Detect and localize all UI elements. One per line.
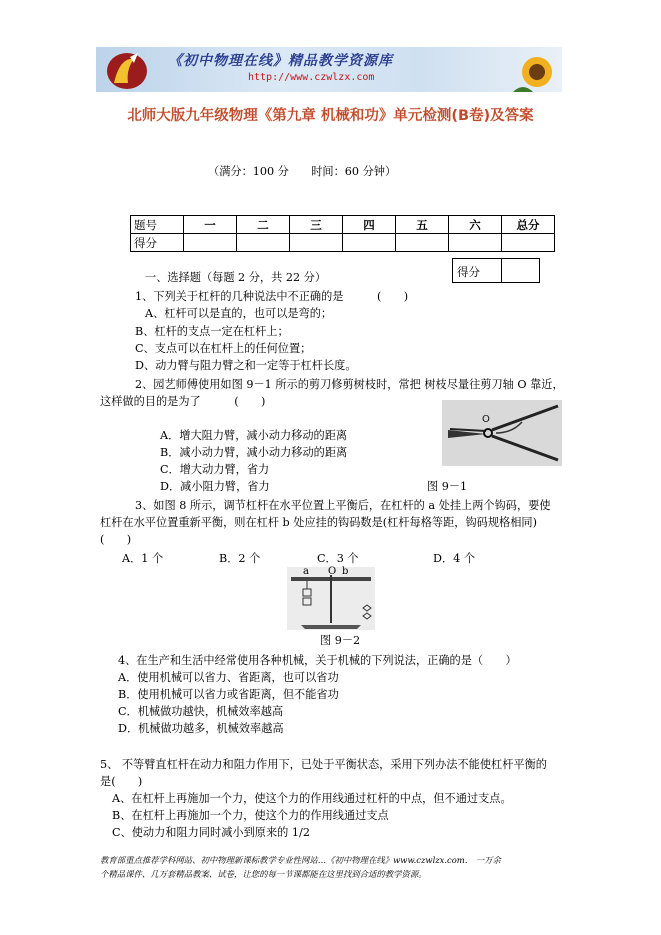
score-table-row (131, 234, 555, 252)
question-option: B、在杠杆上再施加一个力，使这个力的作用线通过支点 (112, 809, 389, 822)
question-stem: 4、在生产和生活中经常使用各种机械，关于机械的下列说法，正确的是（ ） (118, 654, 517, 667)
question-option: D．减小阻力臂，省力 (160, 480, 270, 493)
score-header-cell: 五 (396, 216, 449, 234)
banner-title: 《初中物理在线》精品教学资源库 (168, 53, 393, 69)
score-cell[interactable] (502, 234, 555, 252)
score-table-header-row (131, 216, 555, 234)
question-option: D．4 个 (433, 552, 476, 565)
score-header-cell: 二 (237, 216, 290, 234)
scissors-figure (442, 400, 562, 466)
score-header-cell: 题号 (131, 216, 184, 234)
score-cell[interactable] (396, 234, 449, 252)
question-option: C、使动力和阻力同时减小到原来的 1/2 (112, 826, 310, 839)
score-row-label: 得分 (131, 234, 184, 252)
page-title: 北师大版九年级物理《第九章 机械和功》单元检测(B卷)及答案 (127, 108, 534, 124)
question-option: A．使用机械可以省力、省距离，也可以省功 (118, 671, 339, 684)
exam-meta: （满分：100 分 时间：60 分钟） (208, 165, 397, 178)
score-header-cell: 三 (290, 216, 343, 234)
score-cell[interactable] (290, 234, 343, 252)
question-option: A．增大阻力臂，减小动力移动的距离 (160, 429, 348, 442)
score-cell[interactable] (237, 234, 290, 252)
score-cell[interactable] (343, 234, 396, 252)
sunflower-icon (513, 52, 559, 92)
lever-label-a: a (303, 566, 309, 577)
question-option: C．增大动力臂，省力 (160, 463, 270, 476)
question-option: C、支点可以在杠杆上的任何位置； (135, 342, 312, 355)
question-stem: ( ) (100, 533, 132, 546)
question-stem: 5、 不等臂直杠杆在动力和阻力作用下，已处于平衡状态，采用下列办法不能使杠杆平衡的 (100, 758, 547, 771)
question-option: C．机械做功越快，机械效率越高 (118, 705, 284, 718)
section-score-label: 得分 (457, 265, 480, 279)
score-cell[interactable] (184, 234, 237, 252)
question-option: B、杠杆的支点一定在杠杆上； (135, 325, 289, 338)
site-logo-icon (104, 49, 150, 91)
question-option: D、动力臂与阻力臂之和一定等于杠杆长度。 (135, 359, 357, 372)
score-box-divider (501, 259, 502, 282)
question-stem: 2、园艺师傅使用如图 9－1 所示的剪刀修剪树枝时，常把 树枝尽量往剪刀轴 O 靠近， (135, 378, 564, 391)
score-header-cell: 总分 (502, 216, 555, 234)
footer-line: 个精品课件、几万套精品教案、试卷，让您的每一节课都能在这里找到合适的教学资源。 (100, 869, 427, 879)
lever-label-o: O (328, 566, 337, 577)
score-header-cell: 四 (343, 216, 396, 234)
footer-line: 教育部重点推荐学科网站、初中物理新课标教学专业性网站…《初中物理在线》www.czwlzx.com． 一万余 (100, 855, 501, 865)
section-score-box (452, 258, 540, 283)
figure-caption: 图 9－2 (320, 634, 361, 647)
figure-caption: 图 9－1 (427, 480, 468, 493)
question-stem: 这样做的目的是为了 ( ) (100, 395, 266, 408)
score-header-cell: 一 (184, 216, 237, 234)
question-option: A、在杠杆上再施加一个力，使这个力的作用线通过杠杆的中点，但不通过支点。 (112, 792, 512, 805)
question-option: B．减小动力臂，减小动力移动的距离 (160, 446, 348, 459)
question-option: A．1 个 (122, 552, 164, 565)
question-option: D．机械做功越多，机械效率越高 (118, 722, 284, 735)
score-cell[interactable] (449, 234, 502, 252)
question-option: B．使用机械可以省力或省距离，但不能省功 (118, 688, 339, 701)
question-stem: 3、如图 8 所示，调节杠杆在水平位置上平衡后，在杠杆的 a 处挂上两个钩码，要使 (135, 499, 551, 512)
svg-text:O: O (482, 414, 490, 425)
score-table (130, 215, 555, 252)
question-stem: 是( ) (100, 775, 143, 788)
section-heading: 一、选择题（每题 2 分，共 22 分） (145, 271, 327, 284)
question-stem: 杠杆在水平位置重新平衡，则在杠杆 b 处应挂的钩码数是(杠杆每格等距，钩码规格相同) (100, 516, 537, 529)
question-option: B．2 个 (219, 552, 261, 565)
question-option: A、杠杆可以是直的，也可以是弯的； (145, 307, 333, 320)
score-header-cell: 六 (449, 216, 502, 234)
banner-url[interactable]: http://www.czwlzx.com (248, 72, 375, 83)
question-stem: 1、下列关于杠杆的几种说法中不正确的是 ( ) (135, 290, 409, 303)
question-option: C．3 个 (317, 552, 359, 565)
lever-label-b: b (342, 566, 349, 577)
